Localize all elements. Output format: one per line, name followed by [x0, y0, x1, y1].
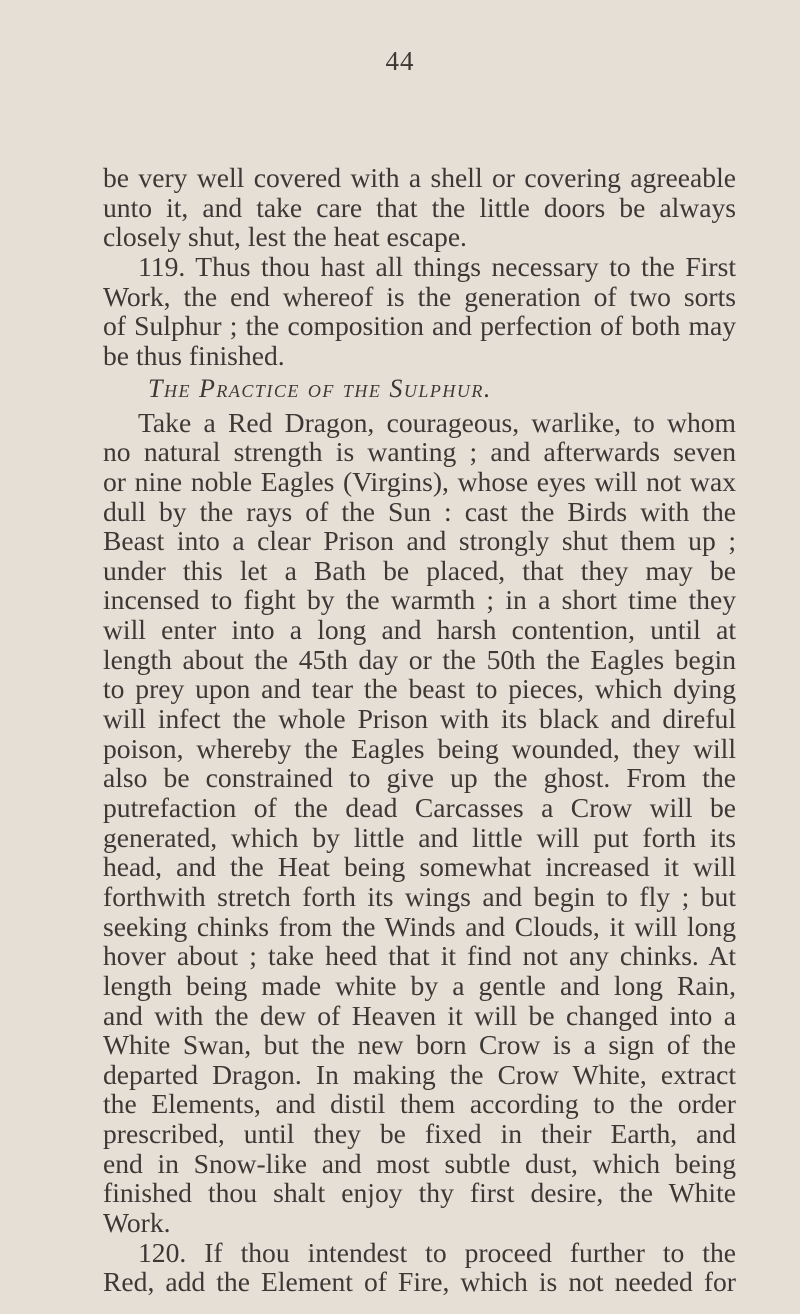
text-line: Take a Red Dragon, courageous, warlike, to whom: [138, 406, 736, 438]
text-line: length about the 45th day or the 50th the Eagles begin: [103, 643, 736, 675]
text-line: head, and the Heat being somewhat increased it will: [103, 851, 736, 883]
text-line: be thus finished.: [103, 339, 285, 371]
section-heading: The Practice of the Sulphur.: [148, 374, 492, 404]
text-line: putrefaction of the dead Carcasses a Crow will be: [103, 792, 736, 823]
text-line: hover about ; take heed that it find not any chinks. At: [103, 940, 736, 972]
text-line: 119. Thus thou hast all things necessary to the First: [138, 250, 736, 282]
text-line: 120. If thou intendest to proceed further to the: [138, 1236, 736, 1268]
text-line: forthwith stretch forth its wings and begin to fly ; but: [103, 880, 736, 912]
text-line: length being made white by a gentle and long Rain,: [103, 969, 736, 1001]
text-line: the Elements, and distil them according to the order: [103, 1088, 736, 1120]
text-line: unto it, and take care that the little doors be always: [103, 191, 736, 223]
text-line: Red, add the Element of Fire, which is not needed for: [103, 1266, 736, 1298]
text-line: Work, the end whereof is the generation of two sorts: [103, 280, 736, 312]
text-line: poison, whereby the Eagles being wounded, they will: [103, 732, 736, 764]
text-line: Work.: [103, 1207, 171, 1239]
text-line: will enter into a long and harsh contention, until at: [103, 614, 736, 646]
text-line: be very well covered with a shell or covering agreeable: [103, 162, 736, 193]
text-line: to prey upon and tear the beast to pieces, which dying: [103, 673, 736, 705]
text-line: Beast into a clear Prison and strongly shut them up ;: [103, 525, 736, 557]
text-line: no natural strength is wanting ; and afterwards seven: [103, 436, 736, 468]
text-line: White Swan, but the new born Crow is a sign of the: [103, 1029, 736, 1061]
text-line: of Sulphur ; the composition and perfection of both may: [103, 310, 736, 342]
text-line: seeking chinks from the Winds and Clouds, it will long: [103, 910, 736, 942]
text-line: finished thou shalt enjoy thy first desire, the White: [103, 1177, 736, 1209]
text-line: and with the dew of Heaven it will be changed into a: [103, 999, 736, 1031]
text-line: departed Dragon. In making the Crow White, extract: [103, 1058, 736, 1090]
text-line: dull by the rays of the Sun : cast the Birds with the: [103, 495, 736, 527]
text-line: under this let a Bath be placed, that they may be: [103, 554, 736, 586]
text-line: end in Snow-like and most subtle dust, which being: [103, 1147, 736, 1179]
text-line: will infect the whole Prison with its black and direful: [103, 703, 736, 735]
text-line: incensed to fight by the warmth ; in a short time they: [103, 584, 736, 616]
text-line: or nine noble Eagles (Virgins), whose eyes will not wax: [103, 465, 736, 497]
page-number: 44: [385, 46, 415, 76]
text-line: prescribed, until they be fixed in their Earth, and: [103, 1118, 736, 1150]
text-line: generated, which by little and little will put forth its: [103, 821, 736, 853]
text-line: closely shut, lest the heat escape.: [103, 221, 467, 253]
text-line: also be constrained to give up the ghost. From the: [103, 762, 736, 794]
